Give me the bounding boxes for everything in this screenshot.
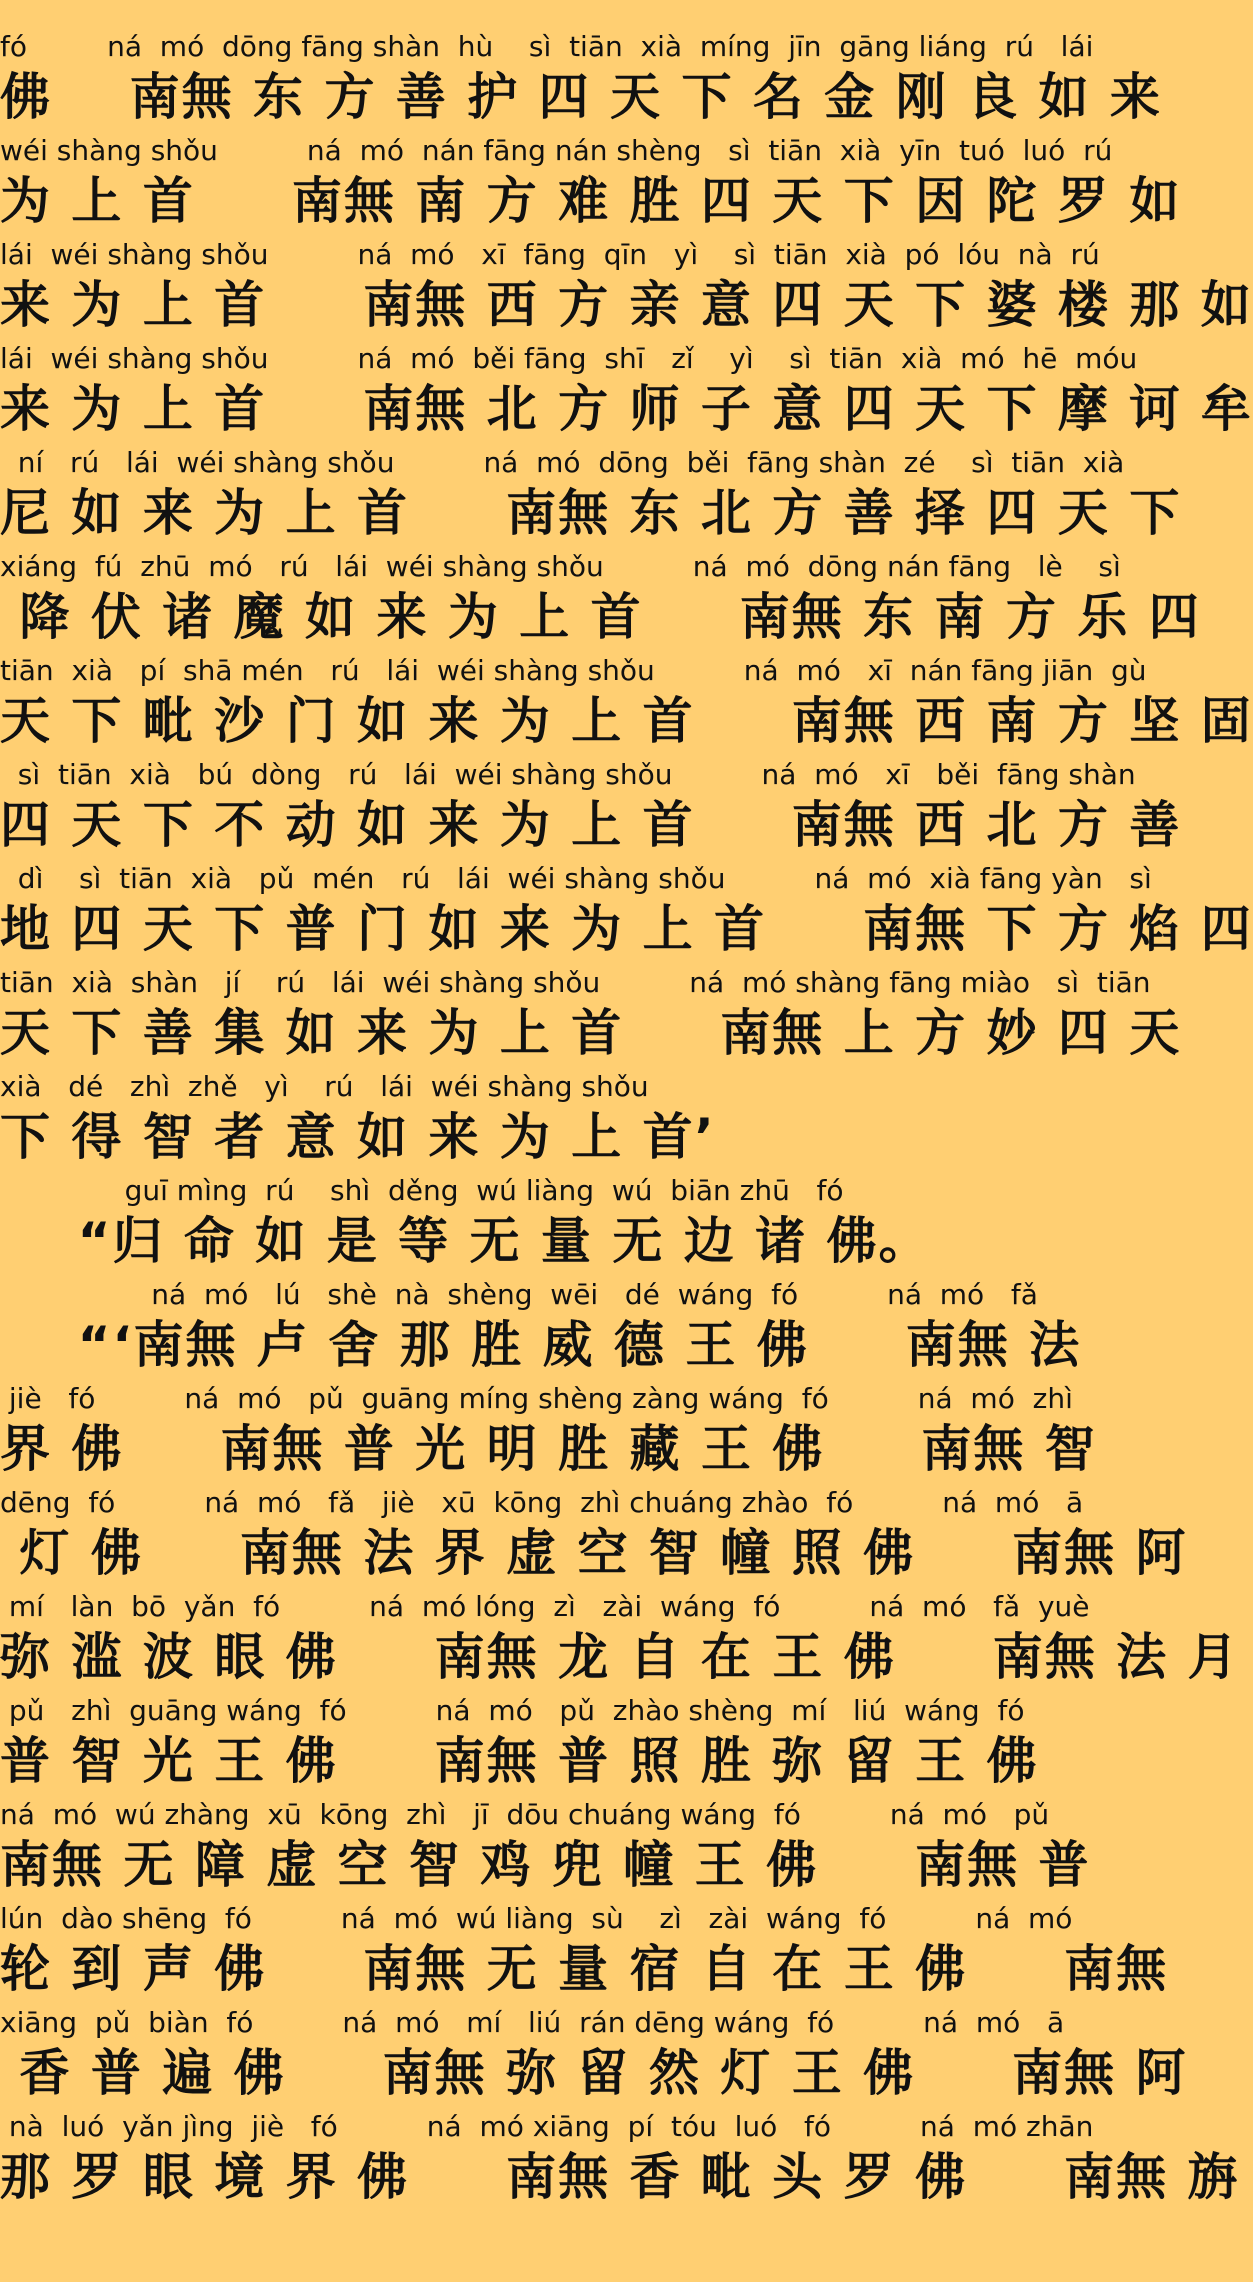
hanzi-line: 来 为 上 首 南無 北 方 师 子 意 四 天 下 摩 诃 牟 — [0, 380, 1253, 438]
pinyin-line: ní rú lái wéi shàng shǒu ná mó dōng běi fāng shàn zé sì tiān xià — [0, 446, 1125, 479]
text-line — [0, 862, 1253, 966]
pinyin-line: dì sì tiān xià pǔ mén rú lái wéi shàng shǒu ná mó xià fāng yàn sì — [0, 862, 1152, 895]
text-line — [0, 758, 1182, 862]
text-line — [0, 1070, 1080, 1174]
text-line — [0, 1278, 1080, 1382]
text-line — [0, 2006, 1188, 2110]
pinyin-line: pǔ zhì guāng wáng fó ná mó pǔ zhào shèng mí liú wáng fó — [0, 1694, 1025, 1727]
pinyin-line: ná mó wú zhàng xū kōng zhì jī dōu chuáng wáng fó ná mó pǔ — [0, 1798, 1050, 1831]
hanzi-line: 那 罗 眼 境 界 佛 南無 香 毗 头 罗 佛 南無 旃 — [0, 2148, 1240, 2206]
hanzi-line: 降 伏 诸 魔 如 来 为 上 首 南無 东 南 方 乐 四 — [0, 588, 1201, 646]
pinyin-line: fó ná mó dōng fāng shàn hù sì tiān xià míng jīn gāng liáng rú lái — [0, 30, 1094, 63]
hanzi-line: 为 上 首 南無 南 方 难 胜 四 天 下 因 陀 罗 如 — [0, 172, 1182, 230]
text-line — [0, 1382, 1097, 1486]
hanzi-line: 佛 南無 东 方 善 护 四 天 下 名 金 刚 良 如 来 — [0, 68, 1162, 126]
pinyin-line: xiāng pǔ biàn fó ná mó mí liú rán dēng wáng fó ná mó ā — [0, 2006, 1065, 2039]
text-line — [0, 966, 1182, 1070]
text-line — [0, 654, 1253, 758]
text-line — [0, 134, 1182, 238]
pinyin-line: sì tiān xià bú dòng rú lái wéi shàng shǒu ná mó xī běi fāng shàn — [0, 758, 1136, 791]
text-line — [0, 1590, 1240, 1694]
hanzi-line: 下 得 智 者 意 如 来 为 上 首’ — [0, 1108, 716, 1166]
hanzi-line: 灯 佛 南無 法 界 虚 空 智 幢 照 佛 南無 阿 — [0, 1524, 1188, 1582]
text-line — [0, 1902, 1169, 2006]
text-line — [0, 1486, 1188, 1590]
text-line — [0, 1798, 1091, 1902]
pinyin-line: tiān xià pí shā mén rú lái wéi shàng shǒu ná mó xī nán fāng jiān gù — [0, 654, 1147, 687]
pinyin-line: lái wéi shàng shǒu ná mó běi fāng shī zǐ yì sì tiān xià mó hē móu — [0, 342, 1138, 375]
hanzi-line: 轮 到 声 佛 南無 无 量 宿 自 在 王 佛 南無 — [0, 1940, 1169, 1998]
text-line — [0, 1694, 1080, 1798]
hanzi-line: “‘南無 卢 舍 那 胜 威 德 王 佛 南無 法 — [0, 1316, 1082, 1374]
text-line — [0, 550, 1201, 654]
pinyin-line: dēng fó ná mó fǎ jiè xū kōng zhì chuáng zhào fó ná mó ā — [0, 1486, 1084, 1519]
text-line — [0, 342, 1253, 446]
pinyin-line: nà luó yǎn jìng jiè fó ná mó xiāng pí tóu luó fó ná mó zhān — [0, 2110, 1094, 2143]
hanzi-line: 天 下 善 集 如 来 为 上 首 南無 上 方 妙 四 天 — [0, 1004, 1182, 1062]
pinyin-line: jiè fó ná mó pǔ guāng míng shèng zàng wáng fó ná mó zhì — [0, 1382, 1073, 1415]
pinyin-line: xià dé zhì zhě yì rú lái wéi shàng shǒu — [0, 1070, 649, 1103]
hanzi-line: 弥 滥 波 眼 佛 南無 龙 自 在 王 佛 南無 法 月 — [0, 1628, 1240, 1686]
pinyin-line: ná mó lú shè nà shèng wēi dé wáng fó ná mó fǎ — [0, 1278, 1038, 1311]
pinyin-line: lái wéi shàng shǒu ná mó xī fāng qīn yì sì tiān xià pó lóu nà rú — [0, 238, 1100, 271]
text-line — [0, 2110, 1240, 2214]
pinyin-line: mí làn bō yǎn fó ná mó lóng zì zài wáng fó ná mó fǎ yuè — [0, 1590, 1090, 1623]
pinyin-line: tiān xià shàn jí rú lái wéi shàng shǒu ná mó shàng fāng miào sì tiān — [0, 966, 1151, 999]
text-line — [0, 238, 1253, 342]
hanzi-line: “归 命 如 是 等 无 量 无 边 诸 佛。 — [0, 1212, 931, 1270]
hanzi-line: 普 智 光 王 佛 南無 普 照 胜 弥 留 王 佛 — [0, 1732, 1039, 1790]
text-line — [0, 1174, 1080, 1278]
hanzi-line: 四 天 下 不 动 如 来 为 上 首 南無 西 北 方 善 — [0, 796, 1182, 854]
hanzi-line: 地 四 天 下 普 门 如 来 为 上 首 南無 下 方 焰 四 — [0, 900, 1253, 958]
pinyin-line: xiáng fú zhū mó rú lái wéi shàng shǒu ná mó dōng nán fāng lè sì — [0, 550, 1121, 583]
text-line — [0, 30, 1162, 134]
pinyin-line: lún dào shēng fó ná mó wú liàng sù zì zài wáng fó ná mó — [0, 1902, 1073, 1935]
pinyin-line: wéi shàng shǒu ná mó nán fāng nán shèng sì tiān xià yīn tuó luó rú — [0, 134, 1113, 167]
pinyin-line: guī mìng rú shì děng wú liàng wú biān zhū fó — [0, 1174, 844, 1207]
hanzi-line: 来 为 上 首 南無 西 方 亲 意 四 天 下 婆 楼 那 如 — [0, 276, 1253, 334]
text-line — [0, 446, 1182, 550]
hanzi-line: 南無 无 障 虚 空 智 鸡 兜 幢 王 佛 南無 普 — [0, 1836, 1091, 1894]
hanzi-line: 香 普 遍 佛 南無 弥 留 然 灯 王 佛 南無 阿 — [0, 2044, 1188, 2102]
hanzi-line: 尼 如 来 为 上 首 南無 东 北 方 善 择 四 天 下 — [0, 484, 1182, 542]
hanzi-line: 天 下 毗 沙 门 如 来 为 上 首 南無 西 南 方 坚 固 — [0, 692, 1253, 750]
hanzi-line: 界 佛 南無 普 光 明 胜 藏 王 佛 南無 智 — [0, 1420, 1097, 1478]
